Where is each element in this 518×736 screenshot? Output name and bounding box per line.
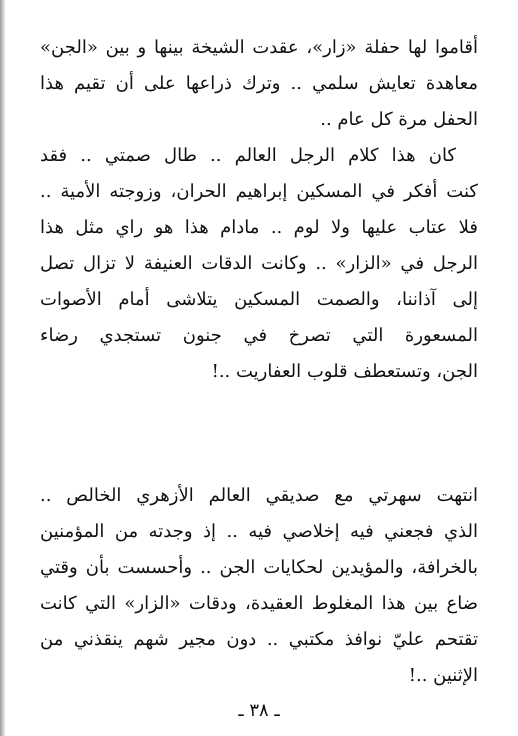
text-line: الذي فجعني فيه إخلاصي فيه .. إذ وجدته من المؤمنين xyxy=(40,521,478,542)
text-line: إلى آذاننا، والصمت المسكين يتلاشى أمام الأصوات xyxy=(40,289,478,310)
text-line: انتهت سهرتي مع صديقي العالم الأزهري الخالص .. xyxy=(40,485,478,506)
text-line: معاهدة تعايش سلمي .. وترك ذراعها على أن تقيم هذا xyxy=(40,73,478,94)
paragraph-1 xyxy=(40,30,478,390)
text-line: كنت أفكر في المسكين إبراهيم الحران، وزوجته الأمية .. xyxy=(40,181,478,202)
paragraph-2 xyxy=(40,478,478,694)
text-line: أقاموا لها حفلة «زار»، عقدت الشيخة بينها و بين «الجن» xyxy=(40,37,478,58)
text-line: الحفل مرة كل عام .. xyxy=(320,109,478,130)
text-line: بالخرافة، والمؤيدين لحكايات الجن .. وأحسست بأن وقتي xyxy=(40,557,478,578)
text-line: الجن، وتستعطف قلوب العفاريت ..! xyxy=(211,361,478,382)
text-line: ضاع بين هذا المغلوط العقيدة، ودقات «الزار» التي كانت xyxy=(40,593,478,614)
text-line: الرجل في «الزار» .. وكانت الدقات العنيفة لا تزال تصل xyxy=(40,253,478,274)
text-line: تقتحم عليّ نوافذ مكتبي .. دون مجير شهم ينقذني من xyxy=(40,629,478,650)
page-number: ـ ٣٨ ـ xyxy=(238,700,280,721)
text-line: كان هذا كلام الرجل العالم .. طال صمتي .. فقد xyxy=(40,145,456,166)
text-line: المسعورة التي تصرخ في جنون تستجدي رضاء xyxy=(40,325,478,346)
text-line: فلا عتاب عليها ولا لوم .. مادام هذا هو راي مثل هذا xyxy=(40,217,478,238)
text-line: الإثنين ..! xyxy=(408,665,478,686)
